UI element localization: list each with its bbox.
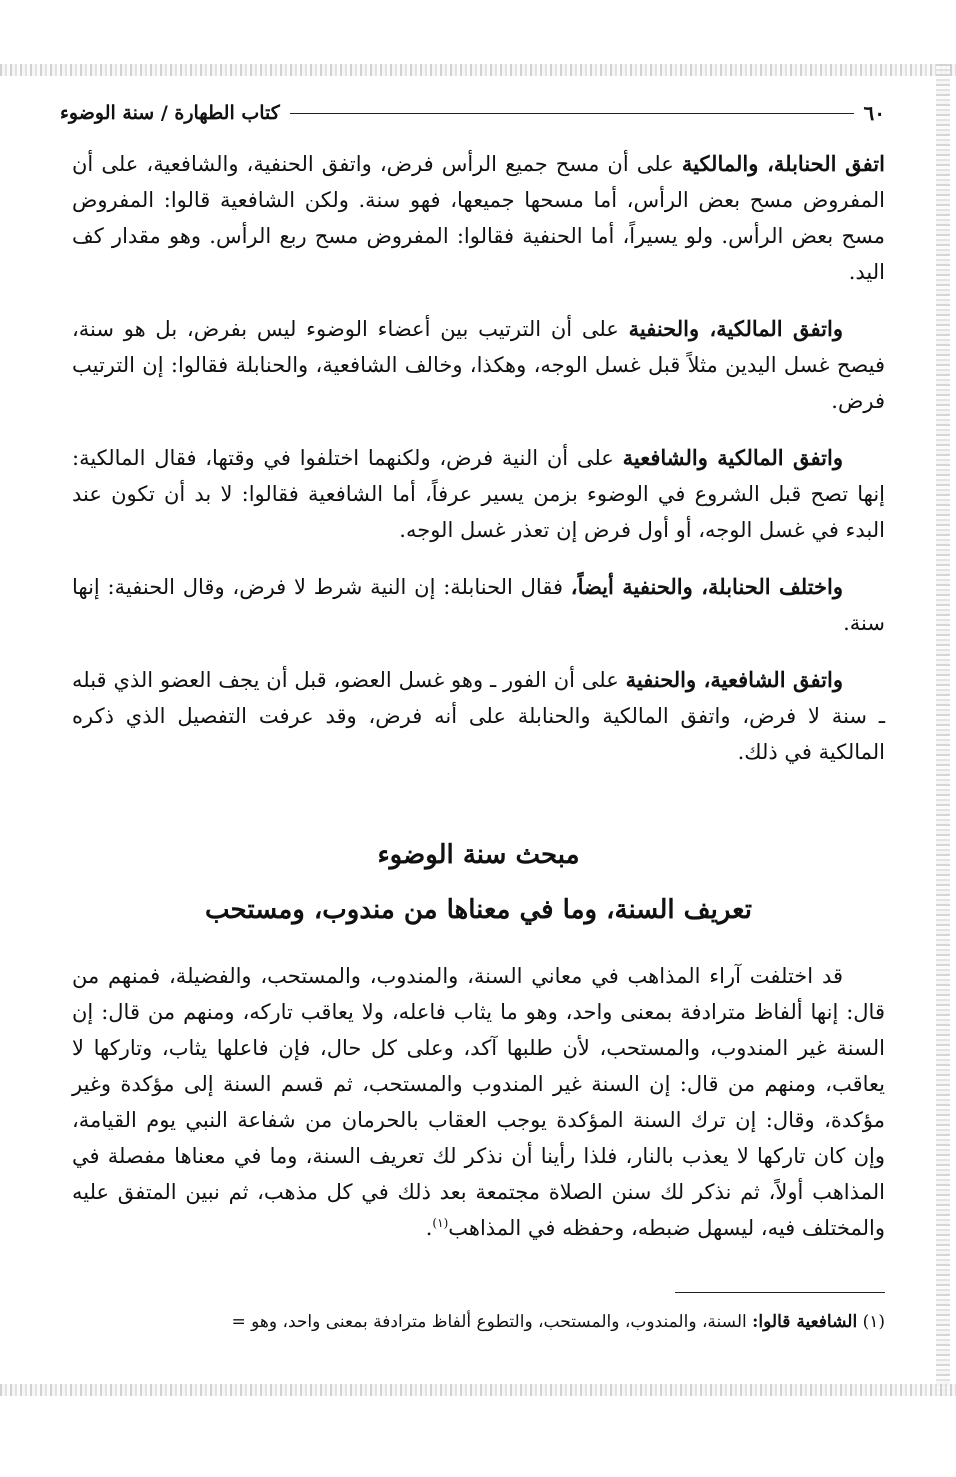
main-text-block [72, 146, 885, 791]
paragraph-3 [72, 440, 885, 548]
paragraph-5-text: على أن الفور ـ وهو غسل العضو، قبل أن يجف العضو الذي قبله ـ سنة لا فرض، واتفق المالكية والحنابلة على أنه فرض، وقد عرفت التفصيل الذي ذكره المالكية في ذلك. [72, 668, 885, 764]
running-title: كتاب الطهارة / سنة الوضوء [60, 102, 280, 124]
section-subheading: تعريف السنة، وما في معناها من مندوب، ومستحب [205, 895, 752, 925]
footnote-rule [675, 1292, 885, 1293]
paragraph-4 [72, 569, 885, 641]
footnote-reference[interactable]: (١) [432, 1216, 449, 1230]
paragraph-5 [72, 662, 885, 770]
section-text-block [72, 958, 885, 1267]
paragraph-1-text: على أن مسح جميع الرأس فرض، واتفق الحنفية، والشافعية، على أن المفروض مسح بعض الرأس، أما مسحها جميعها، فهو سنة. ولكن الشافعية قالوا: المفروض مسح بعض الرأس. ولو يسيراً، أما الحنفية فقالوا: المفروض مسح ربع الرأس. وهو مقدار كف اليد. [72, 152, 885, 284]
page-border-bottom [0, 1384, 956, 1396]
section-paragraph-text: قد اختلفت آراء المذاهب في معاني السنة، والمندوب، والمستحب، والفضيلة، فمنهم من قال: إنها ألفاظ مترادفة بمعنى واحد، وهو ما يثاب فاعله، ولا يعاقب تاركه، ومنهم من قال: إن السنة غير المندوب، والمستحب، لأن طلبها آكد، وعلى كل حال، فإن فاعلها يثاب، وتاركها لا يعاقب، ومنهم من قال: إن السنة غير المندوب والمستحب، ثم قسم السنة إلى مؤكدة وغير مؤكدة، وقال: إن ترك السنة المؤكدة يوجب العقاب بالحرمان من شفاعة النبي يوم القيامة، وإن كان تاركها لا يعذب بالنار، فلذا رأينا أن نذكر لك تعريف السنة، وما في معناها مفصلة في المذاهب أولاً، ثم نذكر لك سنن الصلاة مجتمعة بعد ذلك في كل مذهب، ثم نبين المتفق عليه والمختلف فيه، ليسهل ضبطه، وحفظه في المذاهب [72, 964, 885, 1240]
page-border-top [0, 64, 956, 76]
paragraph-5-lead: واتفق الشافعية، والحنفية [625, 667, 843, 692]
paragraph-3-text: على أن النية فرض، ولكنهما اختلفوا في وقتها، فقال المالكية: إنها تصح قبل الشروع في الوضوء بزمن يسير عرفاً، أما الشافعية فقالوا: لا بد أن تكون عند البدء في غسل الوجه، أو أول فرض إن تعذر غسل الوجه. [72, 446, 885, 542]
page-number: ٦٠ [863, 101, 885, 125]
paragraph-2-lead: واتفق المالكية، والحنفية [628, 316, 843, 341]
paragraph-4-text: فقال الحنابلة: إن النية شرط لا فرض، وقال الحنفية: إنها سنة. [72, 575, 885, 635]
header-rule [290, 113, 854, 114]
paragraph-3-lead: واتفق المالكية والشافعية [622, 445, 843, 470]
page-border-right [936, 64, 950, 1396]
paragraph-2 [72, 311, 885, 419]
paragraph-1 [72, 146, 885, 290]
paragraph-4-lead: واختلف الحنابلة، والحنفية أيضاً، [570, 574, 843, 599]
paragraph-2-text: على أن الترتيب بين أعضاء الوضوء ليس بفرض، بل هو سنة، فيصح غسل اليدين مثلاً قبل غسل الوجه، وهكذا، وخالف الشافعية، والحنابلة فقالوا: إن الترتيب فرض. [72, 317, 885, 413]
page-header [60, 98, 885, 128]
section-heading: مبحث سنة الوضوء [377, 840, 580, 870]
footnote-lead: الشافعية قالوا: [752, 1312, 858, 1332]
footnote-marker: (١) [862, 1312, 885, 1332]
paragraph-1-lead: اتفق الحنابلة، والمالكية [681, 151, 885, 176]
section-paragraph: قد اختلفت آراء المذاهب في معاني السنة، والمندوب، والمستحب، والفضيلة، فمنهم من قال: إنها ألفاظ مترادفة بمعنى واحد، وهو ما يثاب فاعله، ولا يعاقب تاركه، ومنهم من قال: إن السنة غير المندوب، والمستحب، لأن طلبها آكد، وعلى كل حال، فإن فاعلها يثاب، وتاركها لا يعاقب، ومنهم من قال: إن السنة غير المندوب والمستحب، ثم قسم السنة إلى مؤكدة وغير مؤكدة، وقال: إن ترك السنة المؤكدة يوجب العقاب بالحرمان من شفاعة النبي يوم القيامة، وإن كان تاركها لا يعذب بالنار، فلذا رأينا أن نذكر لك تعريف السنة، وما في معناها مفصلة في المذاهب أولاً، ثم نذكر لك سنن الصلاة مجتمعة بعد ذلك في كل مذهب، ثم نبين المتفق عليه والمختلف فيه، ليسهل ضبطه، وحفظه في المذاهب$^{(١)}$. [72, 964, 885, 1240]
footnote [40, 1308, 885, 1336]
footnote-text: السنة، والمندوب، والمستحب، والتطوع ألفاظ مترادفة بمعنى واحد، وهو = [231, 1312, 753, 1332]
